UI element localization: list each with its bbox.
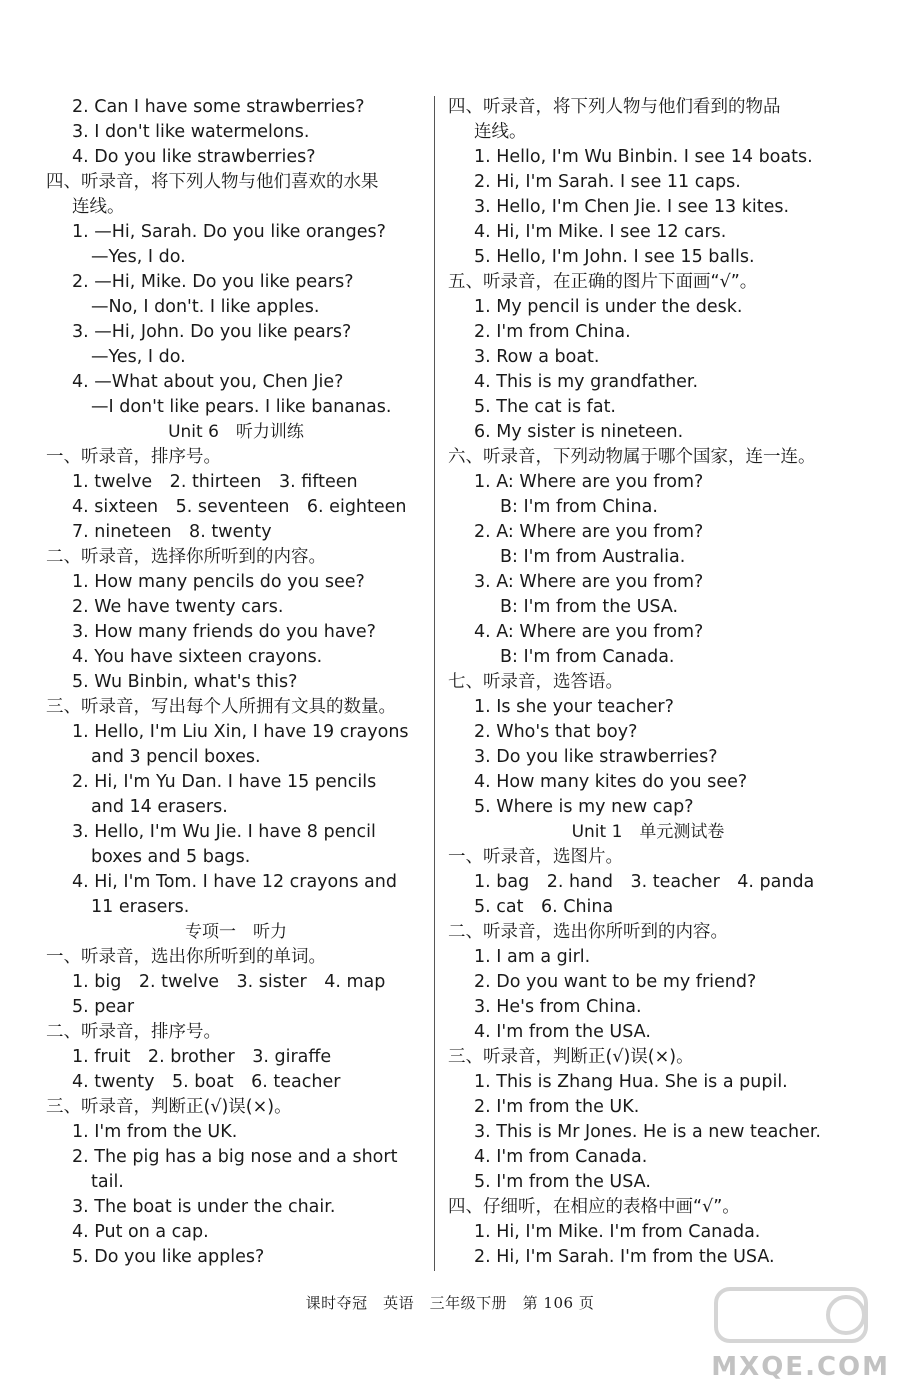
right-text-line: 1. This is Zhang Hua. She is a pupil. [474, 1072, 788, 1092]
left-text-line: 5. pear [72, 997, 135, 1017]
left-text-line: 11 erasers. [91, 897, 190, 917]
left-text-line: boxes and 5 bags. [91, 847, 251, 867]
left-text-line: and 14 erasers. [91, 797, 228, 817]
left-text-line: 4. twenty 5. boat 6. teacher [72, 1072, 341, 1092]
right-text-line: 1. My pencil is under the desk. [474, 297, 743, 317]
right-section-heading: 四、仔细听，在相应的表格中画“√”。 [448, 1197, 740, 1217]
left-text-line: 3. —Hi, John. Do you like pears? [72, 322, 352, 342]
left-section-heading: 二、听录音，选择你所听到的内容。 [46, 547, 326, 567]
right-column [448, 95, 848, 1270]
left-text-line: 3. How many friends do you have? [72, 622, 376, 642]
right-text-line: 5. I'm from the USA. [474, 1172, 651, 1192]
left-text-line: 连线。 [72, 197, 125, 217]
right-section-heading: 七、听录音，选答语。 [448, 672, 623, 692]
left-text-line: 7. nineteen 8. twenty [72, 522, 272, 542]
left-text-line: tail. [91, 1172, 124, 1192]
right-text-line: 4. How many kites do you see? [474, 772, 748, 792]
left-text-line: 3. I don't like watermelons. [72, 122, 310, 142]
right-text-line: 5. Hello, I'm John. I see 15 balls. [474, 247, 755, 267]
right-text-line: 5. Where is my new cap? [474, 797, 694, 817]
right-text-line: B: I'm from the USA. [500, 597, 679, 617]
right-text-line: 1. Hello, I'm Wu Binbin. I see 14 boats. [474, 147, 813, 167]
left-text-line: 5. Do you like apples? [72, 1247, 265, 1267]
left-text-line: 2. Hi, I'm Yu Dan. I have 15 pencils [72, 772, 377, 792]
right-text-line: 1. A: Where are you from? [474, 472, 704, 492]
left-text-line: 4. Put on a cap. [72, 1222, 209, 1242]
right-section-heading: 四、听录音，将下列人物与他们看到的物品 [448, 97, 781, 117]
right-text-line: B: I'm from China. [500, 497, 658, 517]
right-text-line: 3. Hello, I'm Chen Jie. I see 13 kites. [474, 197, 790, 217]
right-text-line: B: I'm from Canada. [500, 647, 675, 667]
left-section-heading: 一、听录音，排序号。 [46, 447, 221, 467]
left-column [46, 95, 426, 1270]
right-section-heading: 五、听录音，在正确的图片下面画“√”。 [448, 272, 758, 292]
left-section-heading: 三、听录音，判断正(√)误(×)。 [46, 1097, 292, 1117]
left-text-line: 3. Hello, I'm Wu Jie. I have 8 pencil [72, 822, 376, 842]
right-text-line: 2. Hi, I'm Sarah. I see 11 caps. [474, 172, 741, 192]
left-text-line: 3. The boat is under the chair. [72, 1197, 336, 1217]
right-section-heading: 二、听录音，选出你所听到的内容。 [448, 922, 728, 942]
left-text-line: and 3 pencil boxes. [91, 747, 261, 767]
left-text-line: 2. Can I have some strawberries? [72, 97, 365, 117]
left-section-heading: 一、听录音，选出你所听到的单词。 [46, 947, 326, 967]
right-text-line: 5. The cat is fat. [474, 397, 616, 417]
left-text-line: 1. Hello, I'm Liu Xin, I have 19 crayons [72, 722, 409, 742]
left-text-line: —I don't like pears. I like bananas. [91, 397, 392, 417]
right-text-line: 2. I'm from China. [474, 322, 631, 342]
left-text-line: 4. You have sixteen crayons. [72, 647, 323, 667]
watermark-text: MXQE.COM [711, 1352, 890, 1382]
right-text-line: 4. A: Where are you from? [474, 622, 704, 642]
left-text-line: 2. The pig has a big nose and a short [72, 1147, 398, 1167]
left-unit-title: 专项一 听力 [185, 922, 287, 942]
left-unit-title: Unit 6 听力训练 [168, 422, 304, 442]
right-text-line: 3. Do you like strawberries? [474, 747, 718, 767]
left-text-line: —Yes, I do. [91, 347, 186, 367]
left-text-line: 4. Do you like strawberries? [72, 147, 316, 167]
left-text-line: 1. How many pencils do you see? [72, 572, 365, 592]
left-text-line: 2. We have twenty cars. [72, 597, 284, 617]
left-text-line: —No, I don't. I like apples. [91, 297, 320, 317]
column-divider [434, 96, 435, 1271]
left-text-line: 4. —What about you, Chen Jie? [72, 372, 344, 392]
right-text-line: 4. I'm from the USA. [474, 1022, 651, 1042]
left-text-line: 1. twelve 2. thirteen 3. fifteen [72, 472, 358, 492]
left-text-line: 2. —Hi, Mike. Do you like pears? [72, 272, 354, 292]
right-text-line: 3. Row a boat. [474, 347, 600, 367]
right-text-line: 2. Who's that boy? [474, 722, 638, 742]
right-text-line: B: I'm from Australia. [500, 547, 686, 567]
left-section-heading: 四、听录音，将下列人物与他们喜欢的水果 [46, 172, 379, 192]
right-text-line: 1. Is she your teacher? [474, 697, 674, 717]
right-text-line: 4. I'm from Canada. [474, 1147, 648, 1167]
left-text-line: 5. Wu Binbin, what's this? [72, 672, 298, 692]
right-section-heading: 一、听录音，选图片。 [448, 847, 623, 867]
left-text-line: 1. I'm from the UK. [72, 1122, 238, 1142]
right-unit-title: Unit 1 单元测试卷 [571, 822, 725, 842]
left-text-line: 1. fruit 2. brother 3. giraffe [72, 1047, 332, 1067]
right-text-line: 2. Do you want to be my friend? [474, 972, 757, 992]
left-text-line: —Yes, I do. [91, 247, 186, 267]
right-text-line: 3. This is Mr Jones. He is a new teacher. [474, 1122, 821, 1142]
page-footer: 课时夺冠 英语 三年级下册 第 106 页 [305, 1294, 595, 1312]
right-text-line: 2. A: Where are you from? [474, 522, 704, 542]
right-text-line: 3. A: Where are you from? [474, 572, 704, 592]
right-text-line: 1. Hi, I'm Mike. I'm from Canada. [474, 1222, 761, 1242]
right-text-line: 4. Hi, I'm Mike. I see 12 cars. [474, 222, 727, 242]
right-text-line: 连线。 [474, 122, 527, 142]
right-section-heading: 三、听录音，判断正(√)误(×)。 [448, 1047, 694, 1067]
right-text-line: 3. He's from China. [474, 997, 642, 1017]
right-text-line: 6. My sister is nineteen. [474, 422, 684, 442]
right-text-line: 5. cat 6. China [474, 897, 614, 917]
right-text-line: 4. This is my grandfather. [474, 372, 699, 392]
left-section-heading: 二、听录音，排序号。 [46, 1022, 221, 1042]
left-text-line: 4. sixteen 5. seventeen 6. eighteen [72, 497, 407, 517]
right-text-line: 2. I'm from the UK. [474, 1097, 640, 1117]
right-text-line: 2. Hi, I'm Sarah. I'm from the USA. [474, 1247, 775, 1267]
left-text-line: 4. Hi, I'm Tom. I have 12 crayons and [72, 872, 397, 892]
right-text-line: 1. bag 2. hand 3. teacher 4. panda [474, 872, 815, 892]
right-section-heading: 六、听录音，下列动物属于哪个国家，连一连。 [448, 447, 816, 467]
left-text-line: 1. big 2. twelve 3. sister 4. map [72, 972, 386, 992]
left-section-heading: 三、听录音，写出每个人所拥有文具的数量。 [46, 697, 396, 717]
right-text-line: 1. I am a girl. [474, 947, 591, 967]
left-text-line: 1. —Hi, Sarah. Do you like oranges? [72, 222, 386, 242]
